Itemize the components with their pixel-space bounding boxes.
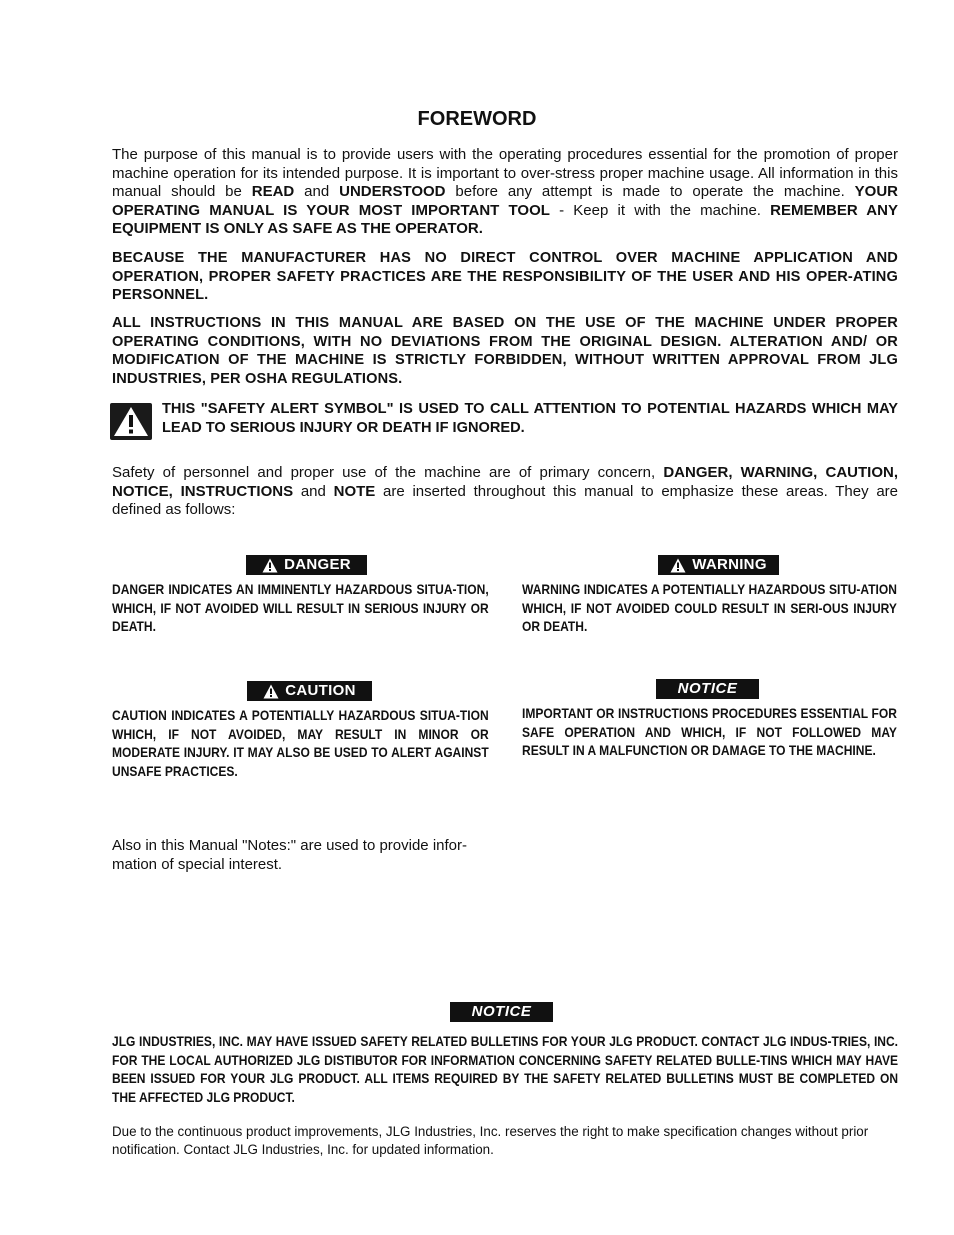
safety-text-1: Safety of personnel and proper use of the machine are of primary concern, — [112, 464, 664, 481]
footer-disclaimer: Due to the continuous product improvements, JLG Industries, Inc. reserves the right to make specification changes without prior notification. Contact JLG Industries, Inc. for updated information. — [112, 1124, 869, 1157]
notice-badge — [656, 679, 759, 699]
page-title: FOREWORD — [417, 108, 537, 130]
notice-text: IMPORTANT OR INSTRUCTIONS PROCEDURES ESSENTIAL FOR SAFE OPERATION AND WHICH, IF NOT FOLLOWED MAY RESULT IN A MALFUNCTION OR DAMAGE TO THE MACHINE. — [522, 705, 897, 759]
warning-label: WARNING — [692, 556, 767, 573]
intro-tool: YOUR OPERATING MANUAL IS YOUR MOST IMPORTANT TOOL — [112, 183, 898, 219]
safety-note: NOTE — [333, 482, 376, 500]
notes-paragraph: Also in this Manual "Notes:" are used to provide infor-mation of special interest. — [112, 837, 467, 873]
warning-text: WARNING INDICATES A POTENTIALLY HAZARDOUS SITU-ATION WHICH, IF NOT AVOIDED COULD RESULT IN SERI-OUS INJURY OR DEATH. — [522, 581, 897, 635]
caution-triangle-icon — [263, 684, 279, 699]
intro-text-1: The purpose of this manual is to provide users with the operating procedures essential for the promotion of proper machine operation for its intended purpose. It is important to over-stress proper machine usage. All information in this manual should be — [112, 146, 898, 201]
intro-paragraph — [112, 146, 898, 239]
warning-badge — [658, 555, 779, 575]
bottom-notice-text: JLG INDUSTRIES, INC. MAY HAVE ISSUED SAFETY RELATED BULLETINS FOR YOUR JLG PRODUCT. CONTACT JLG INDUS-TRIES, INC. FOR THE LOCAL AUTHORIZED JLG DISTIBUTOR FOR INFORMATION CONCERNING SAFETY RELATED BULLE-TINS WHICH MAY HAVE BEEN ISSUED FOR YOUR JLG PRODUCT. ALL ITEMS REQUIRED BY THE SAFETY RELATED BULLETINS MUST BE COMPLETED ON THE AFFECTED JLG PRODUCT. — [112, 1033, 899, 1105]
safety-and: and — [293, 482, 334, 500]
intro-understood: UNDERSTOOD — [339, 183, 446, 201]
bottom-notice-label: NOTICE — [471, 1003, 532, 1020]
intro-text-3: - Keep it with the machine. — [549, 201, 771, 219]
notice-label: NOTICE — [677, 680, 738, 697]
danger-badge — [246, 555, 367, 575]
intro-text-2: before any attempt is made to operate the machine. — [445, 183, 855, 201]
safety-paragraph — [112, 464, 898, 520]
danger-text: DANGER INDICATES AN IMMINENTLY HAZARDOUS SITUA-TION, WHICH, IF NOT AVOIDED WILL RESULT IN SERIOUS INJURY OR DEATH. — [112, 581, 489, 635]
intro-and: and — [294, 183, 340, 201]
intro-remember: REMEMBER ANY EQUIPMENT IS ONLY AS SAFE AS THE OPERATOR. — [112, 201, 898, 238]
instructions-paragraph: ALL INSTRUCTIONS IN THIS MANUAL ARE BASED ON THE USE OF THE MACHINE UNDER PROPER OPERATING CONDITIONS, WITH NO DEVIATIONS FROM THE ORIGINAL DESIGN. ALTERATION AND/ OR MODIFICATION OF THE MACHINE IS STRICTLY FORBIDDEN, WITHOUT WRITTEN APPROVAL FROM JLG INDUSTRIES, PER OSHA REGULATIONS. — [112, 315, 898, 387]
warning-triangle-icon — [670, 558, 686, 573]
safety-terms: DANGER, WARNING, CAUTION, NOTICE, INSTRUCTIONS — [112, 464, 898, 500]
safety-alert-icon — [110, 403, 152, 440]
danger-warning-icon — [262, 558, 278, 573]
intro-read: READ — [251, 183, 295, 201]
manufacturer-paragraph: BECAUSE THE MANUFACTURER HAS NO DIRECT CONTROL OVER MACHINE APPLICATION AND OPERATION, PROPER SAFETY PRACTICES ARE THE RESPONSIBILITY OF THE USER AND HIS OPER-ATING PERSONNEL. — [112, 250, 898, 304]
safety-alert-text: THIS "SAFETY ALERT SYMBOL" IS USED TO CALL ATTENTION TO POTENTIAL HAZARDS WHICH MAY LEAD TO SERIOUS INJURY OR DEATH IF IGNORED. — [162, 401, 898, 436]
caution-text: CAUTION INDICATES A POTENTIALLY HAZARDOUS SITUA-TION WHICH, IF NOT AVOIDED, MAY RESULT IN MINOR OR MODERATE INJURY. IT MAY ALSO BE USED TO ALERT AGAINST UNSAFE PRACTICES. — [112, 707, 489, 779]
danger-label: DANGER — [284, 556, 351, 573]
caution-badge — [247, 681, 372, 701]
safety-text-2: are inserted throughout this manual to emphasize these areas. They are defined as follows: — [112, 482, 898, 519]
bottom-notice-badge — [450, 1002, 553, 1022]
caution-label: CAUTION — [285, 682, 356, 699]
